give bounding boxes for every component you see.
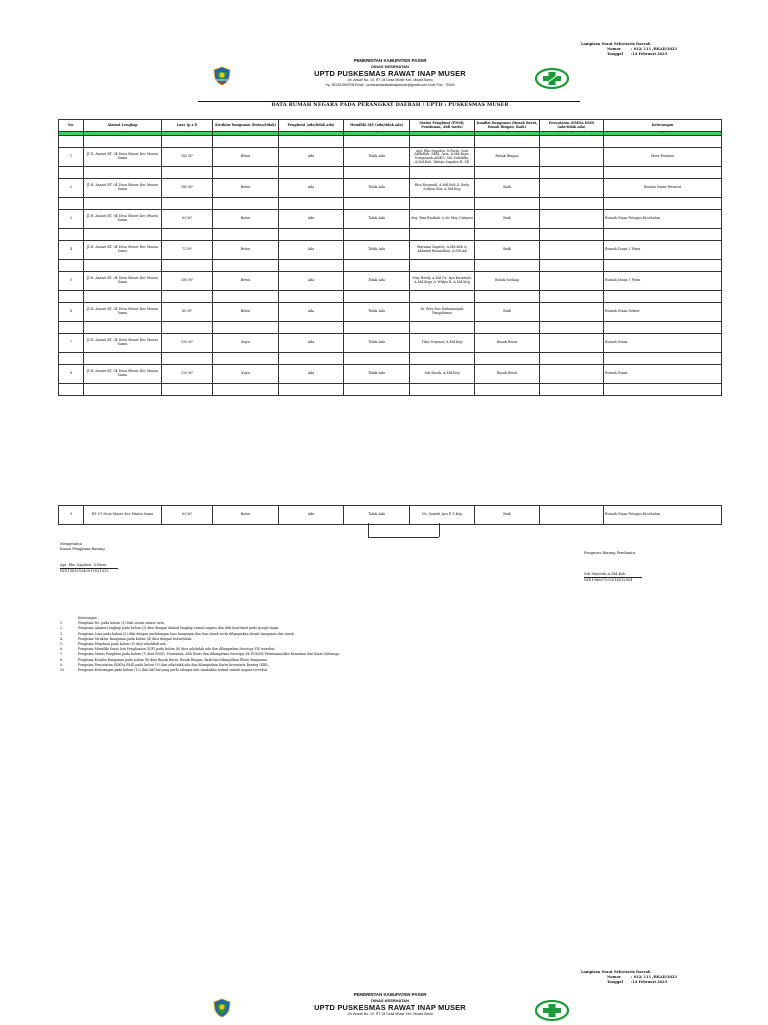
empty-cell	[344, 352, 410, 364]
header-area: Luas (p x l)	[162, 120, 213, 132]
empty-cell	[213, 228, 279, 240]
cell-condition: Baik	[475, 210, 540, 229]
cell-simda	[540, 179, 604, 198]
note-text: Pengisian Memiliki Surat Izin Penghunian (SIP) pada kolom (6) diisi ada/tidak ada dan dilampirkan fotocopy SIP tersebut.	[78, 647, 276, 652]
header-condition: Kondisi Bangunan (Rusak Berat, Rusak Ringan, Baik)	[475, 120, 540, 132]
table-border-fragment	[368, 537, 439, 538]
cell-condition: Baik	[475, 179, 540, 198]
empty-cell	[410, 197, 475, 209]
table-row	[59, 506, 722, 525]
cell-condition: Baik	[475, 303, 540, 322]
table-border-fragment	[368, 523, 369, 537]
note-text: Pengisian Struktur Bangunan pada kolom (4) diisi dengan beton/tidak.	[78, 636, 193, 641]
cell-condition: Baik	[475, 241, 540, 260]
note-number: 6.	[60, 647, 64, 652]
note-text: Pengisian No. pada kolom (1) diisi sesuai nomor urut.	[78, 621, 165, 626]
attachment-title: Lampiran Surat Sekretaris Daerah	[581, 42, 651, 46]
note-number: 10.	[60, 668, 66, 673]
empty-cell	[410, 166, 475, 178]
empty-cell	[279, 136, 344, 148]
empty-cell	[84, 259, 162, 271]
cell-address: Jl.H. Ansari RT. 04 Desa Muser Kec Muara Samu	[84, 334, 162, 353]
note-number: 8.	[60, 657, 64, 662]
empty-cell	[84, 290, 162, 302]
empty-cell	[410, 290, 475, 302]
empty-cell	[213, 321, 279, 333]
empty-cell	[475, 259, 540, 271]
cell-simda	[540, 506, 604, 525]
cell-sip: Tidak Ada	[344, 506, 410, 525]
empty-cell	[84, 136, 162, 148]
empty-cell	[344, 197, 410, 209]
attachment-block	[581, 42, 731, 57]
cell-occupant: Ada	[279, 148, 344, 167]
empty-cell	[59, 290, 84, 302]
empty-cell	[84, 228, 162, 240]
cell-condition: Rusak Berat	[475, 334, 540, 353]
empty-cell	[162, 136, 213, 148]
letterhead	[240, 58, 540, 88]
health-logo-icon	[535, 1000, 569, 1021]
cell-remarks: Rumah Dinas 2 Pintu	[604, 241, 722, 260]
cell-area: 120 M²	[162, 365, 213, 384]
empty-cell	[279, 352, 344, 364]
cell-no: 8	[59, 365, 84, 384]
empty-cell	[475, 352, 540, 364]
column-index: 3	[162, 132, 213, 136]
column-index: 7	[410, 132, 475, 136]
empty-cell	[84, 197, 162, 209]
empty-cell	[213, 259, 279, 271]
empty-cell	[162, 197, 213, 209]
empty-cell	[540, 197, 604, 209]
column-index: 4	[213, 132, 279, 136]
cell-simda	[540, 148, 604, 167]
column-index: 8	[475, 132, 540, 136]
table-row	[59, 241, 722, 260]
empty-cell	[162, 166, 213, 178]
cell-occupant-status: Rita Rosmaili, A.Md.Keb & Dedy Sofyan Nur, A.Md.Kep	[410, 179, 475, 198]
attachment-number-row: Nomor : 032/ 111 /BKAD/2023	[607, 975, 677, 979]
cell-sip: Tidak Ada	[344, 148, 410, 167]
cell-area: 63 M²	[162, 210, 213, 229]
empty-cell	[604, 197, 722, 209]
empty-cell	[279, 383, 344, 395]
table-spacer-row	[59, 197, 722, 209]
empty-cell	[162, 383, 213, 395]
cell-simda	[540, 334, 604, 353]
column-index: 6	[344, 132, 410, 136]
cell-no: 1	[59, 148, 84, 167]
empty-cell	[344, 166, 410, 178]
signature-right	[584, 551, 674, 582]
header-occupant-status: Status Penghuni (PNSD, Pensiunan, Ahli waris)	[410, 120, 475, 132]
cell-structure: Beton	[213, 506, 279, 525]
empty-cell	[59, 259, 84, 271]
cell-occupant: Ada	[279, 241, 344, 260]
empty-cell	[410, 352, 475, 364]
cell-no: 6	[59, 303, 84, 322]
header-structure: Struktur bangunan (beton/tidak)	[213, 120, 279, 132]
cell-occupant: Ada	[279, 506, 344, 525]
table-spacer-row	[59, 383, 722, 395]
cell-no: 2	[59, 179, 84, 198]
cell-simda	[540, 365, 604, 384]
cell-occupant-status: Mey Heidy, A.Md.Gz, Ayu Kusnitah, A.Md.Keps & Widya R, A.Md.Kep	[410, 272, 475, 291]
empty-cell	[344, 383, 410, 395]
empty-cell	[213, 166, 279, 178]
letterhead-agency: DINAS KESEHATAN	[371, 63, 409, 69]
notes-block	[60, 616, 480, 673]
note-number: 5.	[60, 642, 64, 647]
cell-address: RT. 01 Desa Muser Kec Muara Samu	[84, 506, 162, 525]
cell-sip: Tidak Ada	[344, 179, 410, 198]
empty-cell	[540, 166, 604, 178]
cell-address: Jl.H. Ansari RT. 04 Desa Muser Kec Muara Samu	[84, 303, 162, 322]
note-number: 7.	[60, 652, 64, 657]
cell-address: Jl.H. Ansari RT. 04 Desa Muser Kec Muara Samu	[84, 210, 162, 229]
empty-cell	[540, 259, 604, 271]
signature-left-role: Kuasa Pengguna Barang	[60, 546, 105, 551]
table-row	[59, 334, 722, 353]
cell-remarks: Rumah Dinas	[604, 365, 722, 384]
empty-cell	[213, 136, 279, 148]
cell-remarks: Rumah Dinas Petugas Kesehatan	[604, 506, 722, 525]
cell-remarks: Rumah Dinas Petugas Kesehatan	[604, 210, 722, 229]
empty-cell	[540, 136, 604, 148]
cell-occupant: Ada	[279, 365, 344, 384]
empty-cell	[84, 166, 162, 178]
regency-emblem-icon	[212, 998, 232, 1018]
cell-occupant: Ada	[279, 179, 344, 198]
table-header-row	[59, 120, 722, 132]
empty-cell	[162, 352, 213, 364]
signature-right-name: Siti Murosih,A.Md.Keb	[584, 571, 626, 576]
cell-area: 63 M²	[162, 506, 213, 525]
cell-address: Jl.H. Ansari RT. 04 Desa Muser Kec Muara Samu	[84, 241, 162, 260]
empty-cell	[213, 383, 279, 395]
table-spacer-row	[59, 259, 722, 271]
table-spacer-row	[59, 136, 722, 148]
note-text: Pengisian Kondisi Bangunan pada kolom (8) diisi Rusak Berat, Rusak Ringan, Baik dan dilampirkan Photo Bangunan.	[78, 657, 268, 662]
empty-cell	[279, 166, 344, 178]
header-remarks: Keterangan	[604, 120, 722, 132]
table-spacer-row	[59, 228, 722, 240]
empty-cell	[59, 197, 84, 209]
empty-cell	[540, 321, 604, 333]
empty-cell	[410, 228, 475, 240]
table-row	[59, 210, 722, 229]
table-body	[59, 136, 722, 396]
signature-left-acknowledged: Mengetahui	[60, 542, 82, 546]
cell-simda	[540, 241, 604, 260]
empty-cell	[410, 259, 475, 271]
cell-structure: Beton	[213, 241, 279, 260]
empty-cell	[604, 136, 722, 148]
empty-cell	[279, 197, 344, 209]
table-spacer-row	[59, 290, 722, 302]
cell-occupant-status: Mariana Saputri, A.Md.Keb & Akhmad Ramadhan, A.Md.AK	[410, 241, 475, 260]
cell-simda	[540, 272, 604, 291]
empty-cell	[540, 290, 604, 302]
note-text: Pengisian Penghuni pada kolom (5) diisi ada/tidak ada.	[78, 642, 167, 647]
cell-address: Jl.H. Ansari RT. 04 Desa Muser Kec Muara Samu	[84, 148, 162, 167]
empty-cell	[410, 321, 475, 333]
note-number: 4.	[60, 636, 64, 641]
empty-cell	[59, 383, 84, 395]
table-row	[59, 272, 722, 291]
cell-structure: Beton	[213, 179, 279, 198]
note-number: 3.	[60, 631, 64, 636]
cell-area: 72 M²	[162, 241, 213, 260]
signature-right-nip: NIP.198607252018032004	[584, 577, 633, 582]
empty-cell	[344, 321, 410, 333]
notes-title: Keterangan :	[78, 616, 99, 620]
table-row	[59, 179, 722, 198]
empty-cell	[279, 228, 344, 240]
empty-cell	[213, 290, 279, 302]
cell-no: 4	[59, 241, 84, 260]
empty-cell	[59, 352, 84, 364]
header-no: No.	[59, 120, 84, 132]
cell-remarks: Mess Perawat	[604, 148, 722, 167]
empty-cell	[84, 383, 162, 395]
empty-cell	[410, 136, 475, 148]
header-address: Alamat Lengkap	[84, 120, 162, 132]
cell-area: 60 M²	[162, 303, 213, 322]
empty-cell	[84, 321, 162, 333]
empty-cell	[162, 259, 213, 271]
table-spacer-row	[59, 166, 722, 178]
table-row	[59, 148, 722, 167]
letterhead-address: Jln. Ansari No. 10. RT. 04 Desa Muser Kec. Muara Samu	[347, 1011, 433, 1016]
empty-cell	[604, 383, 722, 395]
cell-remarks: Rumah Dinas Perawat	[604, 179, 722, 198]
empty-cell	[475, 166, 540, 178]
empty-cell	[540, 228, 604, 240]
note-number: 1.	[60, 621, 64, 626]
empty-cell	[475, 383, 540, 395]
letterhead-address: Jln. Ansari No. 10. RT. 04 Desa Muser Kec. Muara Samu	[347, 77, 433, 82]
letterhead-contact: Hp. 081351560708 Email : puskesmasrawatinapmuser@gmail.com Kode Pos : 76260	[325, 83, 455, 87]
letterhead-agency: DINAS KESEHATAN	[371, 997, 409, 1003]
extra-row-table	[58, 505, 722, 525]
empty-cell	[279, 321, 344, 333]
cell-structure: Beton	[213, 148, 279, 167]
cell-area: 180 M²	[162, 272, 213, 291]
attachment-title: Lampiran Surat Sekretaris Daerah	[581, 970, 651, 974]
empty-cell	[162, 321, 213, 333]
attachment-date-row: Tanggal :14 Februari 2023	[607, 52, 668, 56]
cell-condition: Rusak Sedang	[475, 272, 540, 291]
cell-area: 162 M²	[162, 148, 213, 167]
cell-structure: Kayu	[213, 365, 279, 384]
cell-structure: Beton	[213, 272, 279, 291]
cell-simda	[540, 303, 604, 322]
letterhead-government: PEMERINTAH KABUPATEN PASER	[353, 992, 427, 997]
health-logo-icon	[535, 68, 569, 89]
empty-cell	[344, 259, 410, 271]
empty-cell	[59, 166, 84, 178]
cell-occupant-status: Ns. Santoh Ayu P, S.Kep	[410, 506, 475, 525]
cell-sip: Tidak Ada	[344, 303, 410, 322]
empty-cell	[344, 136, 410, 148]
regency-emblem-icon	[212, 66, 232, 86]
note-text: Pengisian Pencatatan SIMDA BMD pada kolom (9) diisi ada/tidak ada dan dilampirkan Kartu Inventaris Barang (KIB).	[78, 662, 269, 667]
signature-left	[60, 542, 150, 574]
empty-cell	[475, 321, 540, 333]
cell-occupant-status: Titus Noymor, A.Md.Kep	[410, 334, 475, 353]
table-spacer-row	[59, 352, 722, 364]
empty-cell	[604, 166, 722, 178]
cell-sip: Tidak Ada	[344, 272, 410, 291]
letterhead-institution: UPTD PUSKESMAS RAWAT INAP MUSER	[314, 68, 466, 78]
empty-cell	[279, 290, 344, 302]
table-spacer-row	[59, 321, 722, 333]
empty-cell	[604, 228, 722, 240]
empty-cell	[213, 197, 279, 209]
cell-condition: Baik	[475, 506, 540, 525]
empty-cell	[604, 352, 722, 364]
empty-cell	[604, 290, 722, 302]
cell-no: 7	[59, 334, 84, 353]
empty-cell	[162, 228, 213, 240]
cell-condition: Rusak Ringan	[475, 148, 540, 167]
table-border-fragment	[439, 523, 440, 537]
empty-cell	[162, 290, 213, 302]
signature-left-nip: NIP.198101042019031013	[60, 569, 109, 574]
column-index: 1	[59, 132, 84, 136]
empty-cell	[475, 136, 540, 148]
cell-occupant: Ada	[279, 334, 344, 353]
cell-address: Jl.H. Ansari RT. 04 Desa Muser Kec Muara Samu	[84, 179, 162, 198]
empty-cell	[213, 352, 279, 364]
cell-address: Jl.H. Ansari RT. 04 Desa Muser Kec Muara Samu	[84, 272, 162, 291]
empty-cell	[604, 321, 722, 333]
table-row	[59, 303, 722, 322]
cell-no: 3	[59, 210, 84, 229]
empty-cell	[59, 136, 84, 148]
cell-occupant: Ada	[279, 210, 344, 229]
cell-sip: Tidak Ada	[344, 210, 410, 229]
cell-simda	[540, 210, 604, 229]
attachment-date-row: Tanggal :14 Februari 2023	[607, 980, 668, 984]
column-index: 2	[84, 132, 162, 136]
table-row	[59, 365, 722, 384]
empty-cell	[344, 228, 410, 240]
cell-remarks: Rumah Dinas Dokter	[604, 303, 722, 322]
cell-address: Jl.H. Ansari RT. 04 Desa Muser Kec Muara Samu	[84, 365, 162, 384]
document-title: DATA RUMAH NEGARA PADA PERANGKAT DAERAH / UPTD : PUSKESMAS MUSER	[271, 102, 509, 108]
empty-cell	[410, 383, 475, 395]
cell-area: 180 M²	[162, 179, 213, 198]
letterhead-government: PEMERINTAH KABUPATEN PASER	[353, 58, 427, 63]
cell-structure: Beton	[213, 303, 279, 322]
attachment-number-row: Nomor : 032/ 111 /BKAD/2023	[607, 47, 677, 51]
empty-cell	[59, 321, 84, 333]
column-index: 5	[279, 132, 344, 136]
house-data-table	[58, 119, 722, 396]
cell-occupant-status: Apt. Eko Saputra, S.Farm, Yoni Abdullah, SKM, Aziz, A.Md.Keps, Nurjannah,AMKG, Siti Zulaikha, A.Md.Keb, Wahyu Saputra R, SE	[410, 148, 475, 167]
column-index: 9	[540, 132, 604, 136]
cell-structure: Beton	[213, 210, 279, 229]
empty-cell	[475, 290, 540, 302]
cell-structure: Kayu	[213, 334, 279, 353]
empty-cell	[475, 197, 540, 209]
empty-cell	[279, 259, 344, 271]
cell-occupant: Ada	[279, 303, 344, 322]
note-number: 9.	[60, 662, 64, 667]
notes-list	[60, 621, 480, 673]
note-text: Pengisian Luas pada kolom (3) diisi dengan perhitungan luas bangunan dan luas tanah serta dilampirkan denah bangunan dan tanah.	[78, 631, 295, 636]
header-sip: Memiliki SIP (ada/tidak ada)	[344, 120, 410, 132]
note-number: 2.	[60, 626, 64, 631]
cell-remarks: Rumah Dinas 3 Pintu	[604, 272, 722, 291]
cell-sip: Tidak Ada	[344, 334, 410, 353]
signature-right-role: Pengurus Barang Pembantu	[584, 551, 636, 555]
cell-condition: Rusak Berat	[475, 365, 540, 384]
column-index: 10	[604, 132, 722, 136]
attachment-block-page2	[581, 970, 731, 985]
note-item	[60, 668, 480, 673]
cell-occupant-status: drg. Rini Rosdiah & dr. Mey Cahyani	[410, 210, 475, 229]
empty-cell	[84, 352, 162, 364]
empty-cell	[344, 290, 410, 302]
letterhead-page2	[240, 992, 540, 1017]
cell-sip: Tidak Ada	[344, 365, 410, 384]
signature-left-name: Apt. Eko Saputra, S.Farm	[60, 563, 107, 568]
empty-cell	[59, 228, 84, 240]
empty-cell	[540, 383, 604, 395]
note-text: Pengisian Keterangan pada kolom (10) diisi hal-hal yang perlu sebagai info tambahan terkait rumah negara tersebut.	[78, 668, 268, 673]
cell-sip: Tidak Ada	[344, 241, 410, 260]
empty-cell	[604, 259, 722, 271]
cell-area: 120 M²	[162, 334, 213, 353]
letterhead-institution: UPTD PUSKESMAS RAWAT INAP MUSER	[314, 1002, 466, 1012]
empty-cell	[540, 352, 604, 364]
cell-occupant-status: dr. Fery Nur Rahmansyah Pangabeani	[410, 303, 475, 322]
note-text: Pengisian Status Penghuni pada kolom (7) diisi PNSD, Pensiunan, Ahli Waris dan dilampirkan fotocopy SK PNS/SK Pensiunan/Akte Kematian dan Kartu Keluarga.	[78, 652, 340, 657]
cell-no: 9	[59, 506, 84, 525]
cell-remarks: Rumah Dinas	[604, 334, 722, 353]
cell-occupant-status: Siti Sarah, A.Md.Kep	[410, 365, 475, 384]
header-simda: Pencatatan SIMDA BMD (ada/tidak ada)	[540, 120, 604, 132]
cell-occupant: Ada	[279, 272, 344, 291]
header-occupant: Penghuni (ada/tidak ada)	[279, 120, 344, 132]
note-text: Pengisian Alamat Lengkap pada kolom (2) diisi dengan alamat lengkap rumah negara dan titik koordinat pada google maps.	[78, 626, 280, 631]
empty-cell	[475, 228, 540, 240]
cell-no: 5	[59, 272, 84, 291]
